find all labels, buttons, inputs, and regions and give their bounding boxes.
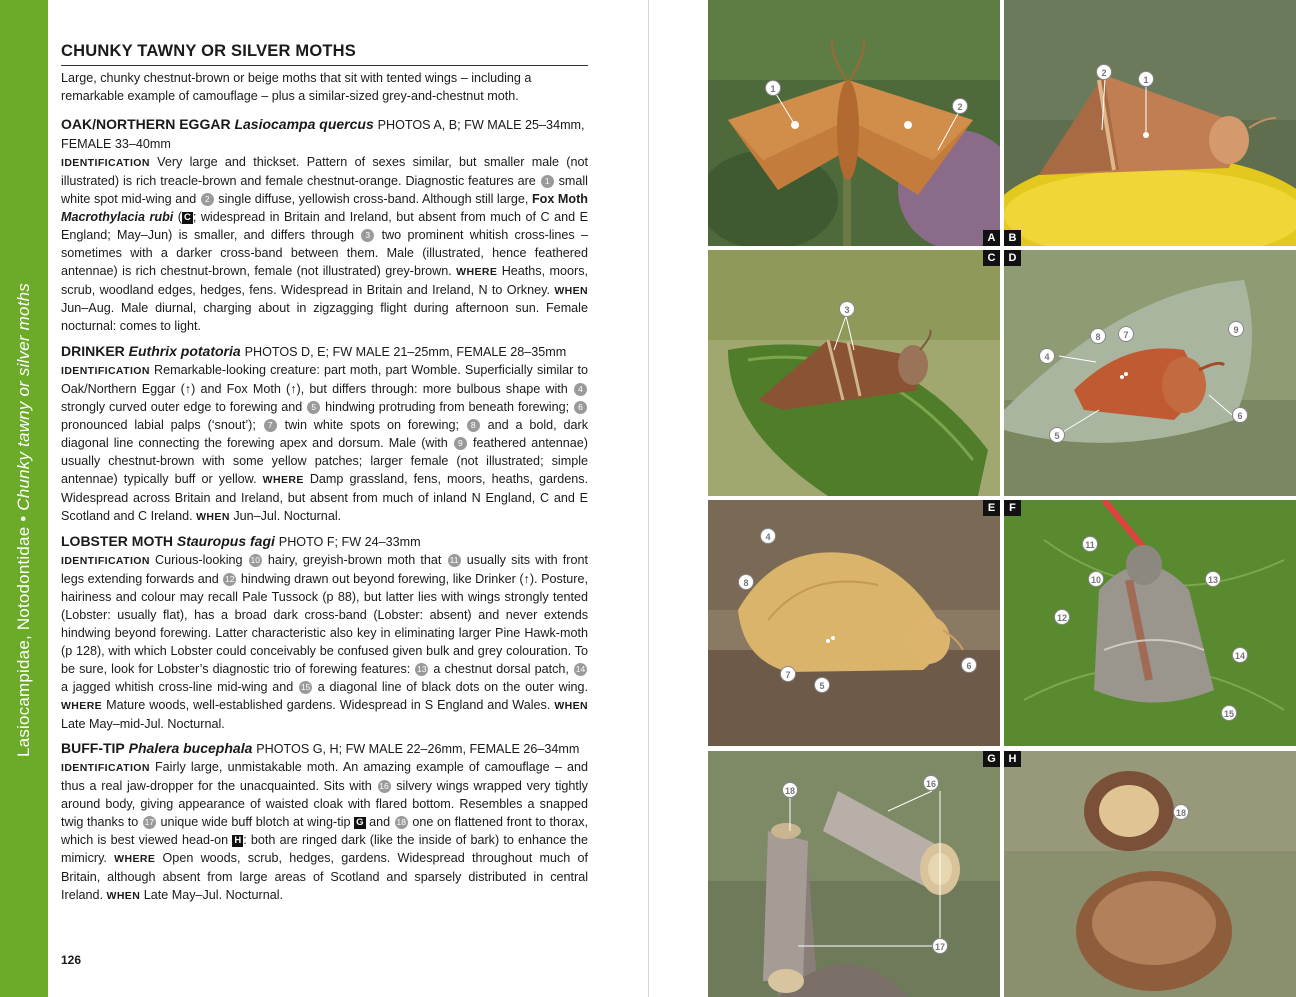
spine-heading: Lasiocampidae, Notodontidae • Chunky tawny or silver moths (14, 283, 33, 757)
species-entry-drinker (61, 342, 588, 526)
photo-d-drinker (1004, 250, 1296, 496)
callout-4: 4 (1039, 348, 1055, 364)
callout-12: 12 (1054, 609, 1070, 625)
callout-1: 1 (1138, 71, 1154, 87)
species-text: IDENTIFICATION Curious-looking 10 hairy, greyish-brown moth that 11 usually sits with front legs extending forwards and 12 hindwing drawn out beyond forewing, like Drinker (↑). Posture, hairiness and colour may recall Pale Tussock (p 88), but latter lies with wings strongly tented (Lobster: usually flat), has a broad dark cross-band (Lobster: absent) and never extends hindwing beyond forewing. Latter characteristic also key in eliminating larger Pine Hawk-moth (p 128), with which Lobster could conceivably be confused given bulk and grey colouration. To be sure, look for Lobster’s diagnostic trio of forewing features: 13 a chestnut dorsal patch, 14 a jagged whitish cross-line mid-wing and 15 a diagonal line of black dots on the outer wing. WHERE Mature woods, well-established gardens. Widespread in S England and Wales. WHEN Late May–mid-Jul. Nocturnal. (61, 553, 589, 731)
callout-17: 17 (932, 938, 948, 954)
photo-h-buff-tip-head-on (1004, 751, 1296, 997)
callout-16: 16 (923, 775, 939, 791)
photo-f-lobster-moth (1004, 500, 1296, 746)
callout-5: 5 (814, 677, 830, 693)
callout-10: 10 (1088, 571, 1104, 587)
callout-1: 1 (765, 80, 781, 96)
callout-2: 2 (952, 98, 968, 114)
species-heading: OAK/NORTHERN EGGAR Lasiocampa quercus PHOTOS A, B; FW MALE 25–34mm, FEMALE 33–40mm (61, 116, 585, 152)
photo-b-oak-eggar (1004, 0, 1296, 246)
photo-label-b: B (1004, 230, 1021, 246)
callout-7: 7 (1118, 326, 1134, 342)
species-heading: DRINKER Euthrix potatoria PHOTOS D, E; FW MALE 21–25mm, FEMALE 28–35mm (61, 343, 567, 360)
callout-8: 8 (1090, 328, 1106, 344)
callout-6: 6 (1232, 407, 1248, 423)
callout-11: 11 (1082, 536, 1098, 552)
photo-label-e: E (983, 500, 1000, 516)
photo-label-h: H (1004, 751, 1021, 767)
section-spine (0, 0, 48, 997)
page-number: 126 (61, 953, 82, 967)
callout-18: 18 (1173, 804, 1189, 820)
species-text: IDENTIFICATION Remarkable-looking creature: part moth, part Womble. Superficially similar to Oak/Northern Eggar (↑) and Fox Moth (↑), but differs through: more bulbous shape with 4 strongly curved outer edge to forewing and 5 hindwing protruding from beneath forewing; 6 pronounced labial palps (‘snout’); 7 twin white spots on forewing; 8 and a bold, dark diagonal line connecting the forewing apex and dorsum. Male (with 9 feathered antennae) usually chestnut-brown with some yellow patches; larger female (not illustrated; simple antennae) typically buff or yellow. WHERE Damp grassland, fens, moors, heaths, gardens. Widespread across Britain and Ireland, but absent from much of inland N England, C and E Scotland and C Ireland. WHEN Jun–Jul. Nocturnal. (61, 363, 589, 523)
species-heading: LOBSTER MOTH Stauropus fagi PHOTO F; FW 24–33mm (61, 533, 421, 550)
callout-14: 14 (1232, 647, 1248, 663)
callout-13: 13 (1205, 571, 1221, 587)
callout-8: 8 (738, 574, 754, 590)
callout-15: 15 (1221, 705, 1237, 721)
text-column (61, 42, 588, 912)
photo-e-drinker-female (708, 500, 1000, 746)
species-text: IDENTIFICATION Very large and thickset. Pattern of sexes similar, but smaller male (not illustrated) is rich treacle-brown and female chestnut-orange. Diagnostic features are 1 small white spot mid-wing and 2 single diffuse, yellowish cross-band. Although still large, Fox Moth Macrothylacia rubi ( C ; widespread in Britain and Ireland, but absent from much of C and E England; May–Jun) is smaller, and differs through 3 two prominent whitish cross-lines – sometimes with a darker cross-band between them. Male (illustrated, hence feathered antennae) is rich chestnut-brown, female (not illustrated) grey-brown. WHERE Heaths, moors, scrub, woodland edges, hedges, fens. Widespread in Britain and Ireland, N to Orkney. WHEN Jun–Aug. Male diurnal, charging about in zigzagging flight during afternoon sun. Female nocturnal: comes to light. (61, 155, 589, 334)
species-entry-oak-eggar (61, 115, 588, 336)
photo-label-f: F (1004, 500, 1021, 516)
callout-6: 6 (961, 657, 977, 673)
callout-2: 2 (1096, 64, 1112, 80)
species-entry-buff-tip (61, 739, 588, 905)
callout-3: 3 (839, 301, 855, 317)
photo-label-c: C (983, 250, 1000, 266)
callout-5: 5 (1049, 427, 1065, 443)
species-entry-lobster-moth (61, 532, 588, 733)
callout-9: 9 (1228, 321, 1244, 337)
photo-g-buff-tip (708, 751, 1000, 997)
page-title: CHUNKY TAWNY OR SILVER MOTHS (61, 42, 588, 66)
photo-c-fox-moth (708, 250, 1000, 496)
page-gutter (648, 0, 649, 997)
photo-a-oak-eggar (708, 0, 1000, 246)
photo-label-g: G (983, 751, 1000, 767)
callout-7: 7 (780, 666, 796, 682)
callout-18: 18 (782, 782, 798, 798)
section-intro: Large, chunky chestnut-brown or beige moths that sit with tented wings – including a remarkable example of camouflage – plus a similar-sized grey-and-chestnut moth. (61, 71, 532, 103)
photo-label-a: A (983, 230, 1000, 246)
species-heading: BUFF-TIP Phalera bucephala PHOTOS G, H; FW MALE 22–26mm, FEMALE 26–34mm (61, 740, 580, 757)
species-text: IDENTIFICATION Fairly large, unmistakable moth. An amazing example of camouflage – and thus a real jaw-dropper for the unacquainted. Sits with 16 silvery wings wrapped very tightly around body, giving appearance of waisted cloak with flared bottom. Resembles a snapped twig thanks to 17 unique wide buff blotch at wing-tip G and 18 one on flattened front to thorax, which is best viewed head-on H : both are ringed dark (like the inside of bark) to enhance the mimicry. WHERE Open woods, scrub, hedges, gardens. Widespread throughout much of Britain, although absent from large areas of Scotland and sparsely distributed in central Ireland. WHEN Late May–Jul. Nocturnal. (61, 760, 588, 902)
callout-4: 4 (760, 528, 776, 544)
photo-label-d: D (1004, 250, 1021, 266)
